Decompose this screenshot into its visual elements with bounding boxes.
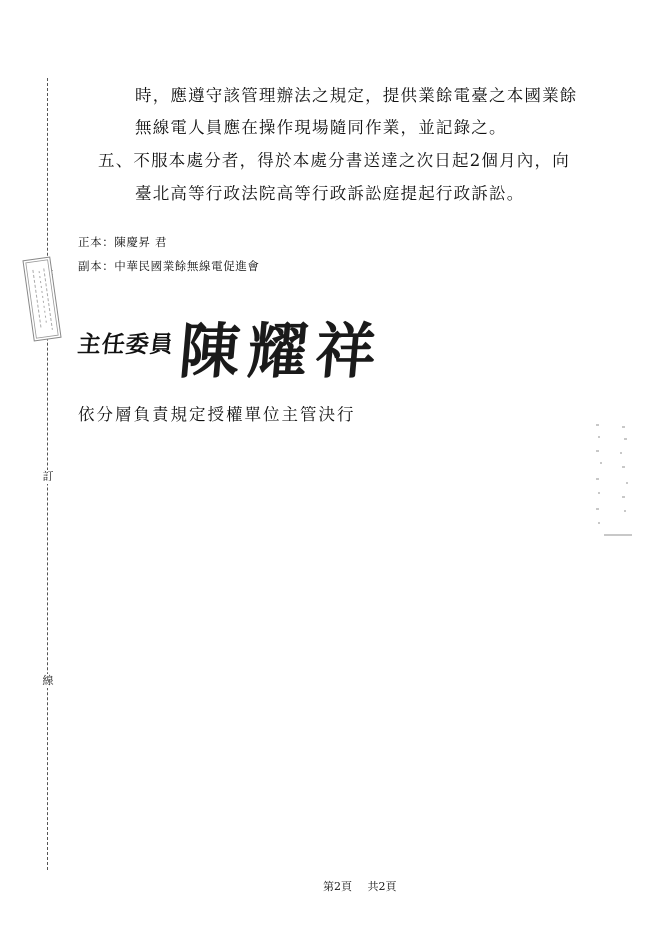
scan-margin-marks [592,422,632,542]
page-number [323,878,409,894]
recipient-original: 正本：陳慶昇 君 [78,235,167,249]
paragraph-line-4: 臺北高等行政法院高等行政訴訟庭提起行政訴訟。 [135,184,525,203]
recipient-copy: 副本：中華民國業餘無線電促進會 [78,259,260,273]
binding-mark-ding: 訂 [38,470,58,484]
paragraph-line-1: 時，應遵守該管理辦法之規定，提供業餘電臺之本國業餘 [135,86,578,105]
page-total: 共2頁 [367,880,397,893]
page-current: 第2頁 [323,880,352,893]
binding-mark-xian: 線 [38,674,58,688]
signature-title: 主任委員 [76,331,176,358]
signature-name: 陳耀祥 [176,317,387,387]
paragraph-line-3: 五、不服本處分者，得於本處分書送達之次日起2個月內，向 [98,151,570,170]
delegation-note: 依分層負責規定授權單位主管決行 [78,405,356,424]
paragraph-line-2: 無線電人員應在操作現場隨同作業，並記錄之。 [135,118,507,137]
